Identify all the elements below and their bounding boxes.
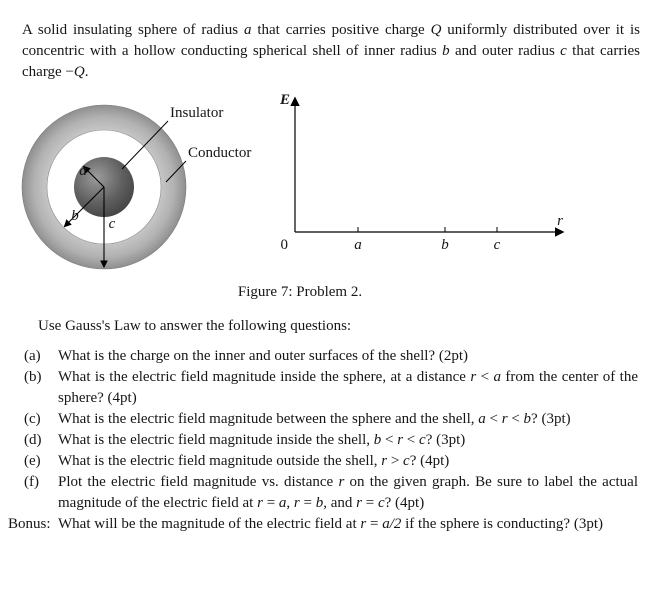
- question-d: [22, 430, 638, 451]
- question-a: [22, 346, 638, 367]
- radius-b-label: b: [71, 208, 79, 224]
- y-axis-label: E: [280, 92, 291, 108]
- figure-caption: Figure 7: Problem 2.: [237, 284, 363, 300]
- tick-c-label: c: [493, 237, 501, 253]
- x-axis-label: r: [557, 213, 563, 229]
- question-e: [22, 451, 638, 472]
- question-bonus-label: Bonus:: [8, 516, 51, 532]
- question-e-label: (e): [24, 453, 41, 469]
- question-b: [22, 367, 638, 409]
- sphere-shell-diagram: [15, 95, 275, 277]
- question-d-label: (d): [24, 432, 42, 448]
- radius-a-label: a: [79, 163, 87, 179]
- efield-graph: [270, 85, 590, 270]
- insulator-label: Insulator: [170, 105, 224, 121]
- intro-paragraph: A solid insulating sphere of radius a that carries positive charge Q uniformly distributed over it is concentric with a hollow conducting spherical shell of inner radius b and outer radius c that carries charge −Q.: [22, 22, 640, 80]
- origin-label: 0: [280, 237, 288, 253]
- question-f-label: (f): [24, 474, 39, 490]
- tick-a-label: a: [354, 237, 362, 253]
- question-c-label: (c): [24, 411, 41, 427]
- question-c: [22, 409, 638, 430]
- conductor-label: Conductor: [188, 145, 252, 161]
- question-b-text: What is the electric field magnitude inside the sphere, at a distance r < a from the center of the sphere? (4pt): [58, 369, 638, 406]
- lead-text: Use Gauss's Law to answer the following questions:: [38, 318, 352, 334]
- question-d-text: What is the electric field magnitude inside the shell, b < r < c? (3pt): [58, 432, 466, 448]
- question-bonus-text: What will be the magnitude of the electric field at r = a/2 if the sphere is conducting? (3pt): [58, 516, 603, 532]
- tick-b-label: b: [441, 237, 449, 253]
- question-list: [8, 346, 638, 535]
- question-c-text: What is the electric field magnitude between the sphere and the shell, a < r < b? (3pt): [58, 411, 571, 427]
- question-e-text: What is the electric field magnitude outside the shell, r > c? (4pt): [58, 453, 450, 469]
- question-f-text: Plot the electric field magnitude vs. distance r on the given graph. Be sure to label the actual magnitude of the electric field at r = a, r = b, and r = c? (4pt): [58, 474, 638, 511]
- question-a-text: What is the charge on the inner and outer surfaces of the shell? (2pt): [58, 348, 468, 364]
- question-a-label: (a): [24, 348, 41, 364]
- question-bonus: [8, 514, 638, 535]
- radius-c-label: c: [108, 216, 116, 232]
- question-f: [22, 472, 638, 514]
- question-b-label: (b): [24, 369, 42, 385]
